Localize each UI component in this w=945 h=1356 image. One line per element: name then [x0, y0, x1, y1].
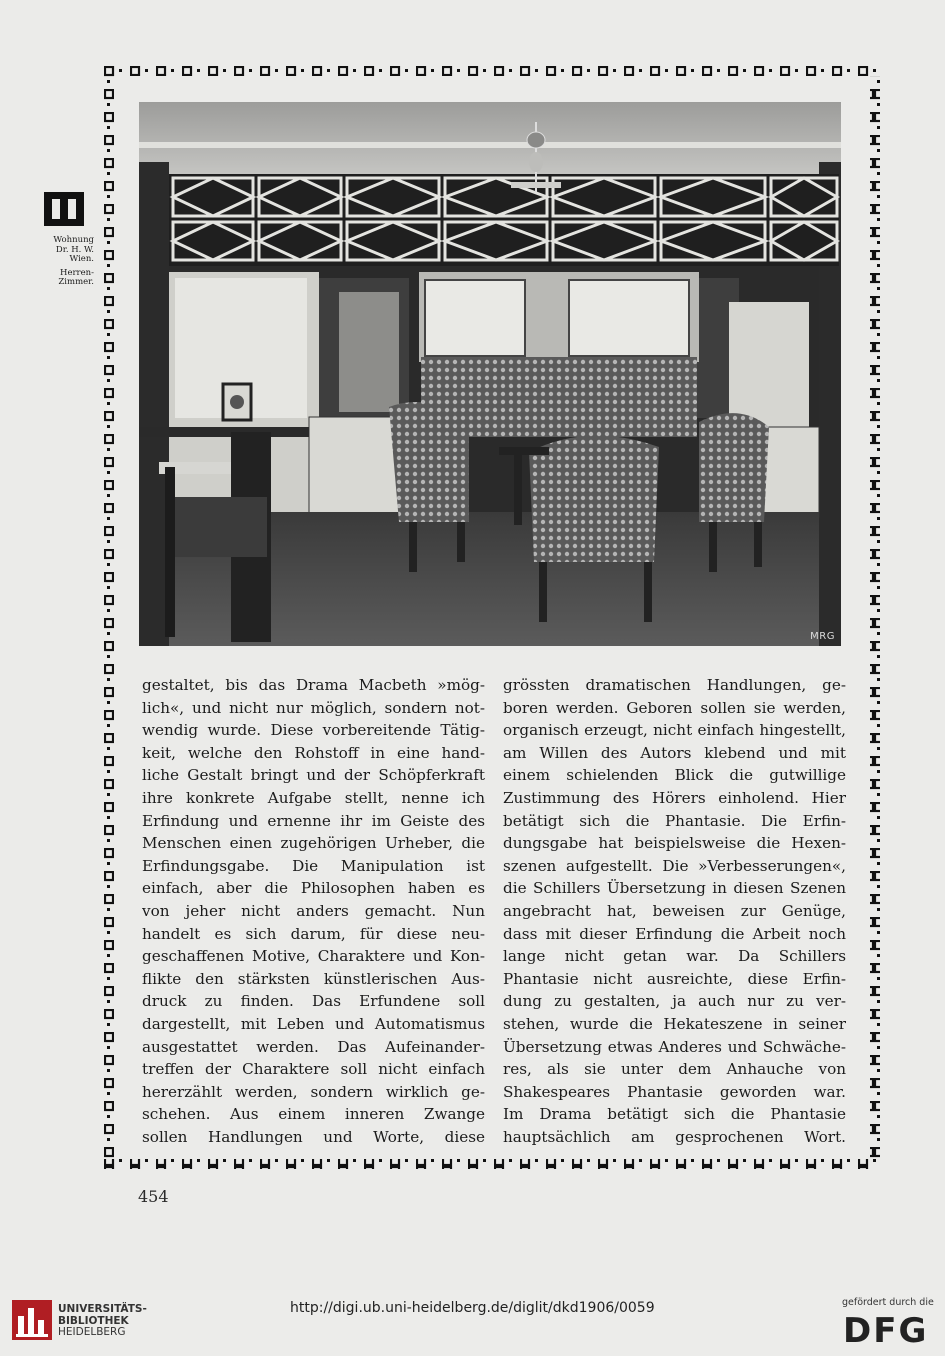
text-line: Im Drama betätigt sich die Phantasie [503, 1105, 846, 1124]
institution-line: BIBLIOTHEK [58, 1314, 129, 1327]
text-line: lange nicht getan war. Da Schillers [503, 947, 846, 966]
caption-line: Dr. H. W. [55, 244, 94, 255]
text-line: treffen der Charaktere soll nicht einfach [142, 1060, 485, 1079]
text-line: einfach, aber die Philosophen haben es [142, 879, 485, 898]
text-line: ausgestattet werden. Das Aufeinander- [142, 1037, 485, 1056]
text-line: szenen aufgestellt. Die »Verbesserungen«, [503, 856, 846, 875]
text-line: dungsgabe hat beispielsweise die Hexen- [503, 834, 846, 853]
funded-by-label: gefördert durch die [842, 1297, 934, 1308]
institution-name [58, 1304, 147, 1339]
text-line: stehen, wurde die Hekateszene in seiner [503, 1014, 846, 1033]
interior-photograph [139, 102, 841, 646]
text-line: sollen Handlungen und Worte, diese [142, 1127, 485, 1146]
monogram-logo-icon [44, 192, 84, 226]
text-line: boren werden. Geboren sollen sie werden, [503, 698, 846, 717]
text-line: dargestellt, mit Leben und Automatismus [142, 1014, 485, 1033]
text-line: Zustimmung des Hörers einholend. Hier [503, 788, 846, 807]
caption-line: Wien. [69, 254, 94, 264]
text-line: lich«, und nicht nur möglich, sondern not- [142, 698, 485, 717]
text-line: von jeher nicht anders gemacht. Nun [142, 901, 485, 920]
university-library-logo-icon [10, 1298, 54, 1342]
permalink-url[interactable]: http://digi.ub.uni-heidelberg.de/diglit/dkd1906/0059 [290, 1300, 655, 1316]
text-line: die Schillers Übersetzung in diesen Szenen [503, 879, 846, 898]
text-line: ihre konkrete Aufgabe stellt, nenne ich [142, 788, 485, 807]
caption-line: Wohnung [53, 235, 94, 245]
text-line: Menschen einen zugehörigen Urheber, die [142, 834, 485, 853]
photographer-mark: MRG [810, 631, 835, 642]
page-number: 454 [138, 1187, 169, 1206]
text-line: gestaltet, bis das Drama Macbeth »mög- [142, 676, 485, 694]
text-line: dass mit dieser Erfindung die Arbeit noch [503, 924, 846, 943]
text-line: einem schielenden Blick die gutwillige [503, 766, 846, 785]
caption-line: Herren- [60, 267, 94, 278]
text-line: handelt es sich darum, für diese neu- [142, 924, 485, 943]
text-line: betätigt sich die Phantasie. Die Erfin- [503, 811, 846, 830]
text-line: dung zu gestalten, ja auch nur zu ver- [503, 992, 846, 1011]
text-line: organisch erzeugt, nicht einfach hingestellt, [503, 721, 846, 740]
photo-caption [28, 236, 94, 288]
text-line: Phantasie nicht ausreichte, diese Erfin- [503, 969, 846, 988]
text-line: Übersetzung etwas Anderes und Schwäche- [503, 1037, 846, 1056]
text-line: angebracht hat, beweisen zur Genüge, [503, 901, 846, 920]
text-line: Shakespeares Phantasie geworden war. [503, 1082, 846, 1101]
text-line: flikte den stärksten künstlerischen Aus- [142, 969, 485, 988]
text-column-left [142, 674, 485, 1148]
text-line: hererzählt werden, sondern wirklich ge- [142, 1082, 485, 1101]
text-line: wendig wurde. Diese vorbereitende Tätig- [142, 721, 485, 740]
text-column-right [503, 674, 846, 1148]
text-line: druck zu finden. Das Erfundene soll [142, 992, 485, 1011]
text-line: liche Gestalt bringt und der Schöpferkraft [142, 766, 485, 785]
institution-line: HEIDELBERG [58, 1326, 126, 1338]
institution-line: UNIVERSITÄTS- [58, 1303, 147, 1315]
caption-line: Zimmer. [58, 277, 94, 287]
text-line: Erfindungsgabe. Die Manipulation ist [142, 856, 485, 875]
text-line: Erfindung und ernenne ihr im Geiste des [142, 811, 485, 830]
text-line: geschaffenen Motive, Charaktere und Kon- [142, 947, 485, 966]
text-line: res, als sie unter dem Anhauche von [503, 1060, 846, 1079]
text-line: grössten dramatischen Handlungen, ge- [503, 676, 846, 694]
text-line: am Willen des Autors klebend und mit [503, 743, 846, 762]
text-line: hauptsächlich am gesprochenen Wort. [503, 1127, 846, 1146]
text-line: keit, welche den Rohstoff in eine hand- [142, 743, 485, 762]
dfg-logo: DFG [843, 1311, 929, 1351]
text-line: schehen. Aus einem inneren Zwange [142, 1105, 485, 1124]
